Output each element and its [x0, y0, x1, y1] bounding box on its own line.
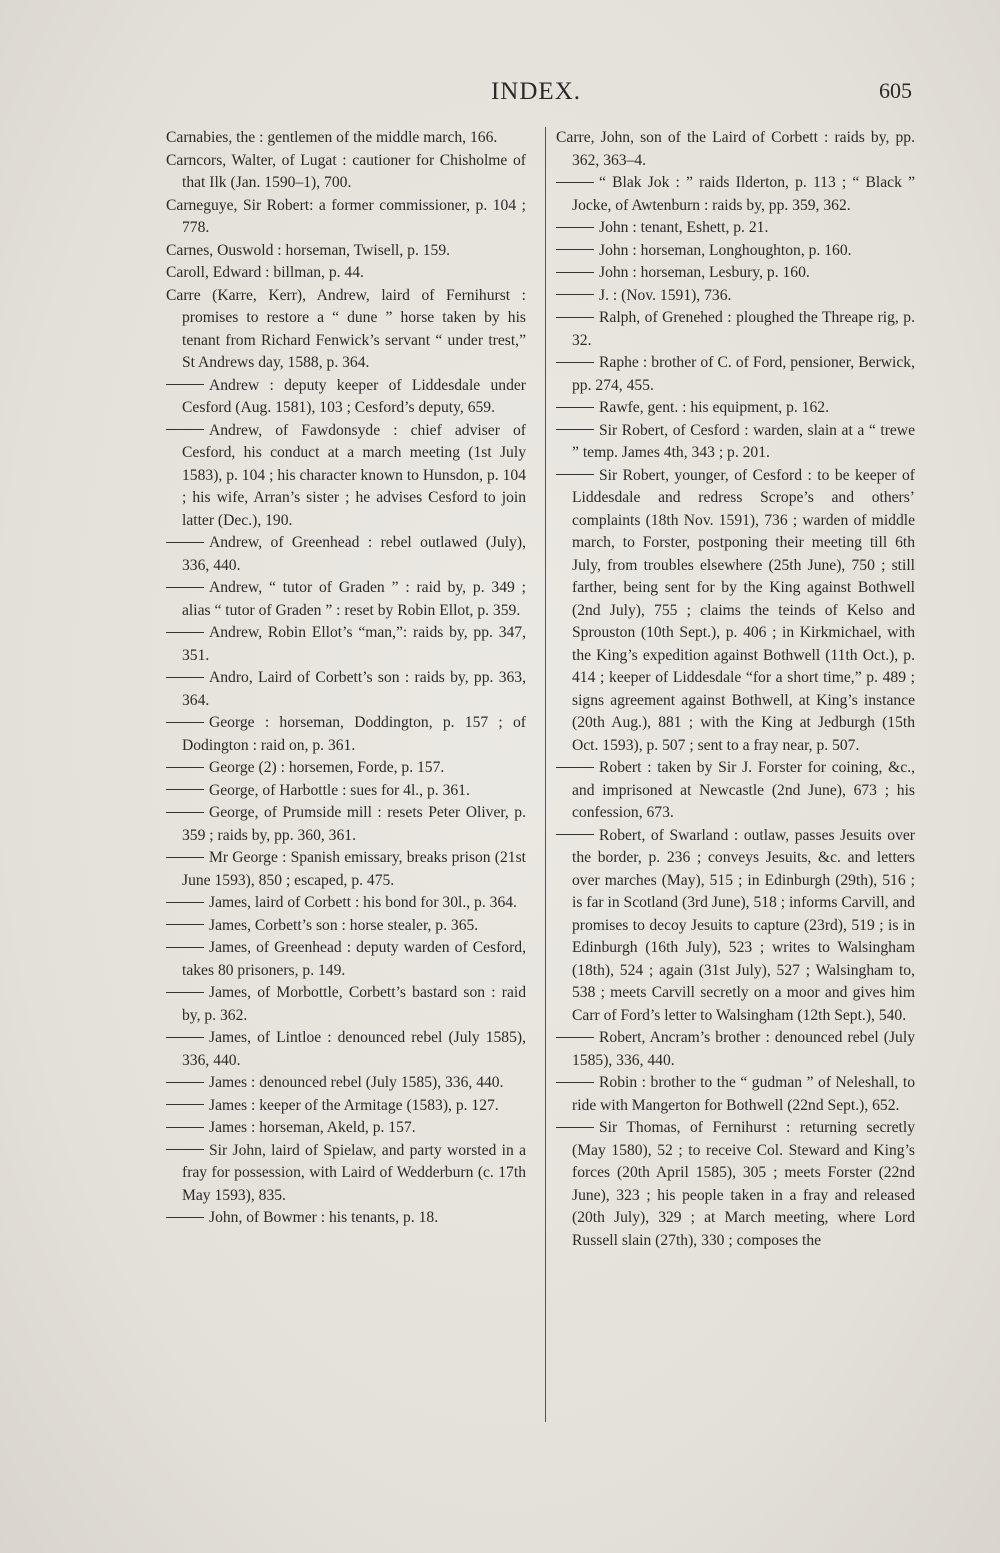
index-entry [556, 217, 915, 240]
index-entry-text: Carre (Karre, Kerr), Andrew, laird of Fernihurst : promises to restore a “ dune ” horse taken by his tenant from Richard Fenwick’s servant “ under trest,” St Andrews day, 1588, p. 364. [166, 286, 526, 371]
index-entry-text: James, laird of Corbett : his bond for 30l., p. 364. [209, 894, 517, 911]
index-entry [166, 1027, 526, 1072]
index-entry [556, 285, 915, 308]
index-entry-text: George (2) : horsemen, Forde, p. 157. [209, 759, 445, 776]
index-entry-text: James : denounced rebel (July 1585), 336, 440. [209, 1074, 504, 1091]
index-entry-text: James, Corbett’s son : horse stealer, p. 365. [209, 916, 479, 934]
ditto-dash [556, 294, 594, 295]
index-entry [556, 1027, 915, 1072]
ditto-dash [556, 407, 594, 408]
index-entry-text: John : horseman, Lesbury, p. 160. [599, 264, 810, 281]
index-entry-text: Andro, Laird of Corbett’s son : raids by, pp. 363, 364. [182, 669, 526, 709]
index-entry [166, 375, 526, 420]
index-entry-text: Rawfe, gent. : his equipment, p. 162. [599, 399, 829, 416]
index-entry [166, 780, 526, 803]
index-entry-text: Andrew, “ tutor of Graden ” : raid by, p. 349 ; alias “ tutor of Graden ” : reset by Robin Ellot, p. 359. [182, 579, 526, 619]
index-entry [556, 1072, 915, 1117]
index-entry-text: Robert, of Swarland : outlaw, passes Jesuits over the border, p. 236 ; conveys Jesuits, &c. and letters over marches (May), 515 ; in Edinburgh (29th), 516 ; is far in Scotland (3rd June), 518 ; informs Carvill, and promises to decoy Jesuits to capture (23rd), 519 ; is in Edinburgh (16th July), 523 ; writes to Walsingham (18th), 524 ; again (31st July), 527 ; Walsingham to, 538 ; meets Carvill secretly on a moor and gives him Carr of Ford’s letter to Walsingham (12th Sept.), 540. [572, 826, 916, 1024]
index-entry-text: James : horseman, Akeld, p. 157. [209, 1119, 416, 1136]
index-entry-text: John, of Bowmer : his tenants, p. 18. [209, 1209, 439, 1226]
index-entry [166, 622, 526, 667]
index-entry-text: John : horseman, Longhoughton, p. 160. [599, 241, 852, 259]
index-entry [166, 195, 526, 240]
index-entry [166, 127, 526, 150]
ditto-dash [556, 272, 594, 273]
index-entry-text: Carnes, Ouswold : horseman, Twisell, p. 159. [166, 241, 451, 259]
index-entry [166, 420, 526, 533]
index-entry-text: Andrew, of Greenhead : rebel outlawed (July), 336, 440. [182, 534, 526, 574]
index-entry-text: Robert : taken by Sir J. Forster for coining, &c., and imprisoned at Newcastle (2nd June), 673 ; his confession, 673. [572, 759, 915, 821]
index-entry-text: James : keeper of the Armitage (1583), p. 127. [209, 1096, 499, 1114]
index-entry-text: George : horseman, Doddington, p. 157 ; of Dodington : raid on, p. 361. [182, 714, 526, 754]
ditto-dash [166, 789, 204, 790]
index-entry [166, 667, 526, 712]
index-entry [556, 420, 915, 465]
index-entry-text: Raphe : brother of C. of Ford, pensioner, Berwick, pp. 274, 455. [572, 354, 915, 394]
ditto-dash [556, 362, 594, 363]
index-entry [166, 892, 526, 915]
ditto-dash [166, 542, 204, 543]
column-divider [545, 127, 546, 1422]
running-header [160, 78, 912, 108]
ditto-dash [166, 632, 204, 633]
ditto-dash [166, 902, 204, 903]
ditto-dash [166, 384, 204, 385]
index-entry [166, 937, 526, 982]
ditto-dash [166, 722, 204, 723]
ditto-dash [556, 317, 594, 318]
ditto-dash [166, 1127, 204, 1128]
index-entry-text: Carre, John, son of the Laird of Corbett : raids by, pp. 362, 363–4. [556, 129, 915, 169]
index-entry-text: Sir Thomas, of Fernihurst : returning secretly (May 1580), 52 ; to receive Col. Steward and King’s forces (20th April 1585), 305 ; meets Forster (22nd June), 323 ; his people taken in a fray and released (20th July), 329 ; at March meeting, where Lord Russell slain (27th), 330 ; composes the [572, 1119, 915, 1249]
index-entry-text: Andrew, Robin Ellot’s “man,”: raids by, pp. 347, 351. [182, 624, 526, 664]
index-entry [166, 1095, 526, 1118]
ditto-dash [166, 767, 204, 768]
ditto-dash [556, 474, 594, 475]
index-entry [556, 397, 915, 420]
index-entry-text: James, of Lintloe : denounced rebel (July 1585), 336, 440. [182, 1029, 526, 1069]
ditto-dash [556, 182, 594, 183]
index-entry [166, 982, 526, 1027]
index-entry [166, 757, 526, 780]
index-entry-text: Robert, Ancram’s brother : denounced rebel (July 1585), 336, 440. [572, 1029, 915, 1069]
ditto-dash [556, 1037, 594, 1038]
ditto-dash [556, 1127, 594, 1128]
index-entry-text: Robin : brother to the “ gudman ” of Neleshall, to ride with Mangerton for Bothwell (22nd Sept.), 652. [572, 1074, 915, 1114]
ditto-dash [556, 429, 594, 430]
index-entry [556, 825, 915, 1028]
index-entry-text: Carnabies, the : gentlemen of the middle march, 166. [166, 129, 498, 146]
index-entry [166, 1072, 526, 1095]
index-entry-text: James, of Morbottle, Corbett’s bastard son : raid by, p. 362. [182, 984, 526, 1024]
index-entry-text: Ralph, of Grenehed : ploughed the Threape rig, p. 32. [572, 309, 915, 349]
index-entry-text: George, of Prumside mill : resets Peter Oliver, p. 359 ; raids by, pp. 360, 361. [182, 804, 526, 844]
index-entry [166, 577, 526, 622]
ditto-dash [166, 1037, 204, 1038]
ditto-dash [166, 1104, 204, 1105]
ditto-dash [166, 1217, 204, 1218]
index-entry-text: Carneguye, Sir Robert: a former commissioner, p. 104 ; 778. [166, 196, 526, 236]
ditto-dash [166, 1082, 204, 1083]
ditto-dash [166, 857, 204, 858]
index-entry [556, 757, 915, 825]
index-entry-text: Sir Robert, younger, of Cesford : to be keeper of Liddesdale and redress Scrope’s and others’ complaints (18th Nov. 1591), 736 ; warden of middle march, to Forster, postponing their meeting till 6th July, from troubles elsewhere (25th June), 750 ; still farther, being sent for by the King against Bothwell (2nd July), 755 ; claims the teinds of Kelso and Sprouston (10th Sept.), p. 406 ; in Kirkmichael, with the King’s expedition against Bothwell (11th Oct.), p. 414 ; keeper of Liddesdale “for a short time,” p. 489 ; signs agreement against Bothwell, at King’s instance (20th Aug.), 881 ; with the King at Jedburgh (15th Oct. 1593), p. 507 ; sent to a fray near, p. 507. [572, 466, 915, 754]
index-entry [166, 915, 526, 938]
index-entry [166, 262, 526, 285]
index-entry [166, 1207, 526, 1230]
index-entry-text: Andrew, of Fawdonsyde : chief adviser of Cesford, his conduct at a march meeting (1st July 1583), p. 104 ; his character known to Hunsdon, p. 104 ; his wife, Arran’s sister ; he advises Cesford to join latter (Dec.), 190. [182, 421, 526, 529]
index-entry-text: James, of Greenhead : deputy warden of Cesford, takes 80 prisoners, p. 149. [182, 939, 526, 979]
index-entry-text: Sir Robert, of Cesford : warden, slain at a “ trewe ” temp. James 4th, 343 ; p. 201. [572, 421, 915, 461]
index-entry-text: Carncors, Walter, of Lugat : cautioner for Chisholme of that Ilk (Jan. 1590–1), 700. [166, 151, 526, 191]
ditto-dash [166, 812, 204, 813]
ditto-dash [556, 1082, 594, 1083]
ditto-dash [166, 947, 204, 948]
index-entry [556, 465, 915, 758]
page-title: INDEX. [490, 78, 581, 105]
index-entry [556, 352, 915, 397]
ditto-dash [166, 924, 204, 925]
index-entry-text: George, of Harbottle : sues for 4l., p. 361. [209, 781, 470, 799]
right-column [556, 127, 915, 1252]
index-entry [166, 847, 526, 892]
index-entry [166, 1140, 526, 1208]
index-entry-text: Mr George : Spanish emissary, breaks prison (21st June 1593), 850 ; escaped, p. 475. [182, 849, 526, 889]
index-entry [556, 307, 915, 352]
index-entry [166, 240, 526, 263]
index-entry-text: “ Blak Jok : ” raids Ilderton, p. 113 ; “ Black ” Jocke, of Awtenburn : raids by, pp. 359, 362. [572, 174, 915, 214]
ditto-dash [166, 992, 204, 993]
index-entry [556, 262, 915, 285]
index-entry [166, 802, 526, 847]
index-entry [556, 240, 915, 263]
index-entry [166, 150, 526, 195]
ditto-dash [556, 227, 594, 228]
index-entry [166, 1117, 526, 1140]
index-entry [556, 1117, 915, 1252]
index-entry-text: Caroll, Edward : billman, p. 44. [166, 264, 364, 281]
ditto-dash [556, 767, 594, 768]
index-entry [166, 532, 526, 577]
ditto-dash [556, 834, 594, 835]
ditto-dash [556, 249, 594, 250]
index-entry [166, 712, 526, 757]
left-column [166, 127, 526, 1230]
index-entry-text: Andrew : deputy keeper of Liddesdale under Cesford (Aug. 1581), 103 ; Cesford’s deputy, 659. [182, 376, 526, 416]
index-entry [166, 285, 526, 375]
ditto-dash [166, 677, 204, 678]
index-entry [556, 172, 915, 217]
index-entry-text: John : tenant, Eshett, p. 21. [599, 219, 769, 236]
ditto-dash [166, 1149, 204, 1150]
index-entry-text: Sir John, laird of Spielaw, and party worsted in a fray for possession, with Laird of Wedderburn (c. 17th May 1593), 835. [182, 1141, 526, 1204]
index-entry [556, 127, 915, 172]
ditto-dash [166, 429, 204, 430]
page-number: 605 [879, 78, 912, 103]
index-entry-text: J. : (Nov. 1591), 736. [599, 286, 732, 304]
ditto-dash [166, 587, 204, 588]
